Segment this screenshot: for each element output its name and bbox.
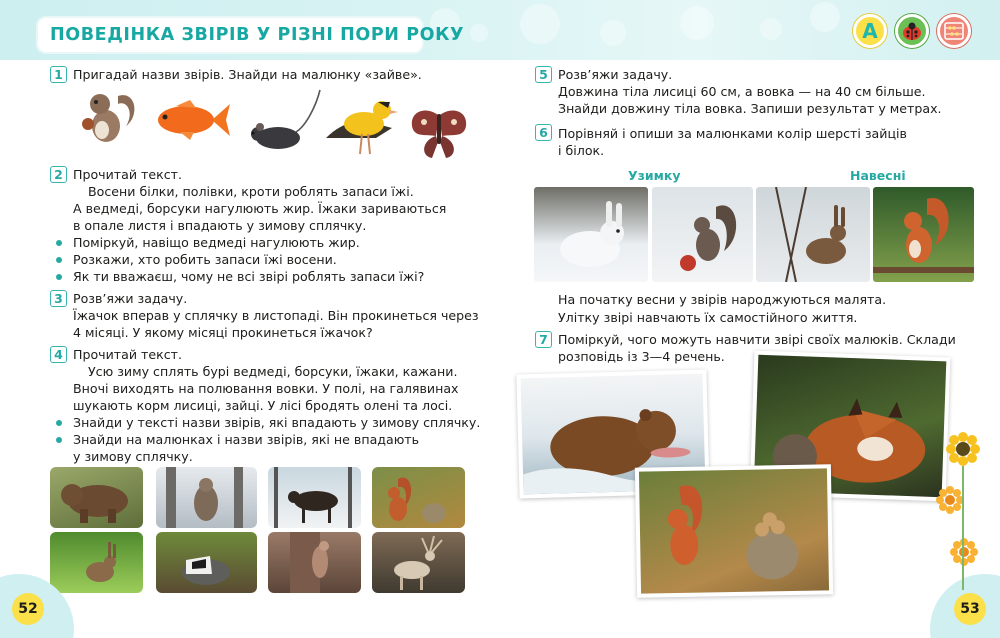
bullet-icon (56, 274, 62, 280)
deer-photo (372, 532, 465, 593)
abacus-icon (937, 14, 971, 48)
task-number: 3 (50, 290, 67, 307)
task-bullet: Розкажи, хто робить запаси їжі восени. (73, 252, 337, 267)
task-text: А ведмеді, борсуки нагулюють жир. Їжаки зариваються (73, 201, 447, 216)
task-text: Прочитай текст. (73, 167, 182, 182)
squirrel-illustration (78, 86, 142, 150)
task-text: Довжина тіла лисиці 60 см, а вовка — на 40 см більше. (558, 84, 926, 99)
marten-photo (268, 532, 361, 593)
decor-bubble (470, 24, 488, 42)
task-bullet: Як ти вважаєш, чому не всі звірі роблять запаси їжі? (73, 269, 425, 284)
task-bullet: Знайди у тексті назви звірів, які впадають у зимову сплячку. (73, 415, 481, 430)
squirrel-photo (372, 467, 465, 528)
task-text: Улітку звірі навчають їх самостійного життя. (558, 310, 858, 325)
hare-photo (50, 532, 143, 593)
task-text: Їжачок вперав у сплячку в листопаді. Він прокинеться через (73, 308, 479, 323)
task-text: Прочитай текст. (73, 347, 182, 362)
title-box (38, 18, 465, 52)
page-number-left: 52 (12, 593, 44, 625)
task-text: Знайди довжину тіла вовка. Запиши результат у метрах. (558, 101, 942, 116)
flower-decor-icon (950, 538, 978, 566)
task-text: Усю зиму сплять бурі ведмеді, борсуки, їжаки, кажани. (88, 364, 458, 379)
decor-bubble (600, 20, 626, 46)
goldfish-illustration (150, 98, 232, 142)
page-number-right: 53 (954, 593, 986, 625)
badger-photo (156, 532, 257, 593)
task-text: Порівняй і опиши за малюнками колір шерсті зайців (558, 126, 907, 141)
task-text: Розв’яжи задачу. (558, 67, 673, 82)
task-number: 2 (50, 166, 67, 183)
flower-decor-icon (936, 486, 964, 514)
task-number: 5 (535, 66, 552, 83)
season-label-spring: Навесні (850, 168, 906, 183)
task-text: в опале листя і впадають у зимову сплячку. (73, 218, 367, 233)
brown-hare-photo (756, 187, 870, 282)
moose-photo (268, 467, 361, 528)
ladybug-icon (895, 14, 929, 48)
wolf-photo (156, 467, 257, 528)
white-hare-photo (534, 187, 648, 282)
task-text: Поміркуй, чого можуть навчити звірі своїх малюків. Склади (558, 332, 956, 347)
task-number: 1 (50, 66, 67, 83)
letter-a-icon (853, 14, 887, 48)
task-text: На початку весни у звірів народжуються малята. (558, 292, 887, 307)
grey-squirrel-photo (652, 187, 753, 282)
decor-bubble (760, 18, 782, 40)
decor-bubble (810, 2, 840, 32)
task-text: розповідь із 3—4 речень. (558, 349, 725, 364)
task-number: 7 (535, 331, 552, 348)
task-text: 4 місяці. У якому місяці прокинеться їжачок? (73, 325, 373, 340)
bullet-icon (56, 420, 62, 426)
task-text: Розв’яжи задачу. (73, 291, 188, 306)
bullet-icon (56, 437, 62, 443)
task-text: шукають корм лисиці, зайці. У лісі бродять олені та лосі. (73, 398, 453, 413)
page-title: ПОВЕДІНКА ЗВІРІВ У РІЗНІ ПОРИ РОКУ (50, 25, 465, 45)
task-text: Пригадай назви звірів. Знайди на малюнку «зайве». (73, 67, 422, 82)
bullet-icon (56, 240, 62, 246)
task-number: 6 (535, 124, 552, 141)
bear-photo (50, 467, 143, 528)
season-label-winter: Узимку (628, 168, 681, 183)
moth-illustration (408, 106, 470, 160)
task-bullet: Знайди на малюнках і назви звірів, які не впадають (73, 432, 420, 447)
bullet-icon (56, 257, 62, 263)
mouse-illustration (244, 86, 324, 156)
squirrel-nuts-photo (635, 464, 833, 597)
goldfinch-illustration (320, 94, 402, 160)
task-bullet: Поміркуй, навіщо ведмеді нагулюють жир. (73, 235, 360, 250)
task-text: Восени білки, полівки, кроти роблять запаси їжі. (88, 184, 414, 199)
decor-bubble (520, 4, 560, 44)
red-squirrel-photo (873, 187, 974, 282)
task-text: і білок. (558, 143, 605, 158)
decor-bubble (680, 6, 714, 40)
task-text: Вночі виходять на полювання вовки. У полі, на галявинах (73, 381, 459, 396)
task-number: 4 (50, 346, 67, 363)
flower-decor-icon (946, 432, 980, 466)
flower-stem (962, 466, 964, 590)
letter-a-label: A (862, 19, 878, 43)
task-bullet: у зимову сплячку. (73, 449, 193, 464)
